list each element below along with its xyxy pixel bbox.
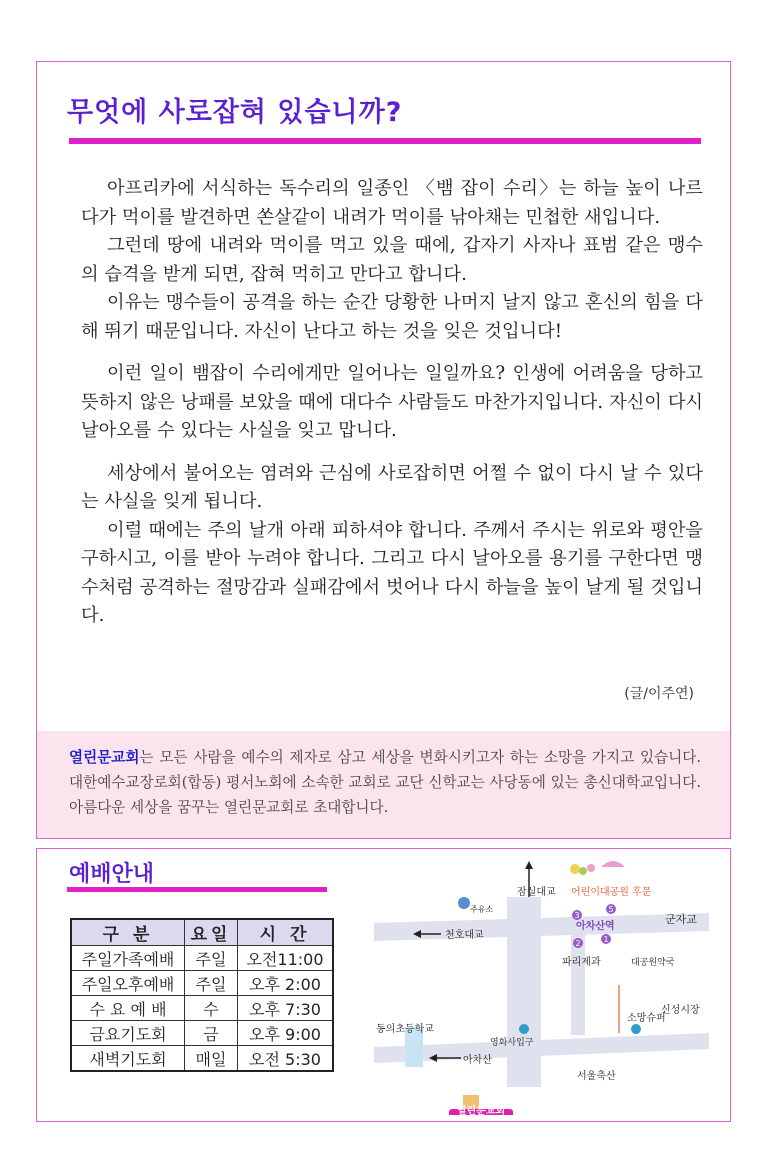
table-row — [71, 1046, 333, 1072]
label-school: 동의초등학교 — [376, 1024, 434, 1035]
church-intro-body: 는 모든 사람을 예수의 제자로 삼고 세상을 변화시키고자 하는 소망을 가지고 있습니다. 대한예수교장로회(합동) 평서노회에 소속한 교회로 교단 신학교는 사당동에 있는 총신대학교입니다. 아름다운 세상을 꿈꾸는 열린문교회로 초대합니다. — [69, 749, 701, 816]
church-name: 열린문교회 — [69, 749, 140, 766]
article-box — [36, 61, 731, 839]
table-row — [71, 1021, 333, 1046]
label-achasan-station: 아차산역 — [576, 921, 615, 932]
label-paris: 파리제과 — [562, 957, 601, 968]
flower-icon — [587, 864, 595, 872]
arrow-head-icon — [525, 861, 533, 869]
byline: (글/이주연) — [624, 686, 694, 702]
lower-road — [374, 1033, 709, 1063]
worship-title: 예배안내 — [69, 862, 155, 887]
church-intro-band — [37, 731, 730, 838]
label-cheonho: 천호대교 — [445, 930, 484, 941]
label-pharmacy: 대공원약국 — [631, 958, 675, 968]
church-intro-text — [69, 745, 701, 820]
worship-underline — [67, 887, 327, 892]
service-day: 주일 — [185, 946, 238, 971]
service-day: 수 — [185, 996, 238, 1021]
worship-schedule-table — [70, 918, 334, 1072]
table-row — [71, 996, 333, 1021]
service-name: 금요기도회 — [71, 1021, 185, 1046]
service-time: 오후 2:00 — [238, 971, 334, 996]
paragraph: 이럴 때에는 주의 날개 아래 피하셔야 합니다. 주께서 주시는 위로와 평안을 구하시고, 이를 받아 누려야 합니다. 그리고 다시 날아오를 용기를 구한다면 맹수처럼 공격하는 절망감과 실패감에서 벗어나 다시 하늘을 높이 날게 될 것입니다. — [81, 519, 703, 626]
flower-icon — [579, 867, 587, 875]
header-time: 시 간 — [238, 919, 334, 946]
service-time: 오후 9:00 — [238, 1021, 334, 1046]
label-gunja: 군자교 — [665, 913, 697, 926]
label-yeonghwa: 영화사입구 — [490, 1038, 534, 1048]
service-name: 새벽기도회 — [71, 1046, 185, 1072]
label-jamsil: 잠실대교 — [517, 887, 556, 898]
exit-number: 2 — [575, 939, 581, 948]
article-body — [81, 175, 703, 631]
paragraph: 그런데 땅에 내려와 먹이를 먹고 있을 때에, 갑자기 사자나 표범 같은 맹수의 습격을 받게 되면, 잡혀 먹히고 만다고 합니다. — [81, 235, 703, 285]
header-category: 구 분 — [71, 919, 185, 946]
table-header-row — [71, 919, 333, 946]
church-badge-label: 열린문교회 — [456, 1106, 506, 1117]
service-day: 매일 — [185, 1046, 238, 1072]
label-park: 어린이대공원 후문 — [571, 887, 652, 898]
service-day: 주일 — [185, 971, 238, 996]
paragraph: 이런 일이 뱀잡이 수리에게만 일어나는 일일까요? 인생에 어려움을 당하고 뜻하지 않은 낭패를 보았을 때에 대다수 사람들도 마찬가지입니다. 자신이 다시 날아오를 수 있다는 사실을 잊고 맙니다. — [81, 363, 703, 441]
table-row — [71, 971, 333, 996]
service-time: 오전11:00 — [238, 946, 334, 971]
main-road — [374, 913, 709, 941]
bus-stop-icon — [519, 1024, 529, 1034]
bus-stop-icon — [631, 1024, 641, 1034]
location-map — [369, 857, 714, 1115]
service-name: 주일가족예배 — [71, 946, 185, 971]
exit-number: 3 — [574, 911, 580, 920]
exit-number: 5 — [608, 905, 614, 914]
flower-icon — [570, 864, 580, 874]
label-somang: 소망슈퍼 — [627, 1013, 666, 1024]
service-day: 금 — [185, 1021, 238, 1046]
gas-station-icon — [458, 897, 470, 909]
paragraph: 세상에서 불어오는 염려와 근심에 사로잡히면 어쩔 수 없이 다시 날 수 있다는 사실을 잊게 됩니다. — [81, 462, 703, 512]
label-achasan: 아차산 — [463, 1055, 492, 1066]
title-underline — [69, 138, 701, 144]
service-time: 오전 5:30 — [238, 1046, 334, 1072]
label-seoul-livestock: 서울축산 — [577, 1071, 616, 1082]
table-row — [71, 946, 333, 971]
header-day: 요일 — [185, 919, 238, 946]
label-gas: 주유소 — [470, 905, 494, 914]
service-time: 오후 7:30 — [238, 996, 334, 1021]
worship-box — [36, 848, 731, 1122]
label-sinseong: 신성시장 — [661, 1005, 700, 1016]
service-name: 수 요 예 배 — [71, 996, 185, 1021]
paragraph: 아프리카에 서식하는 독수리의 일종인 〈뱀 잡이 수리〉는 하늘 높이 나르다가 먹이를 발견하면 쏜살같이 내려가 먹이를 낚아채는 민첩한 새입니다. — [81, 178, 703, 228]
paragraph: 이유는 맹수들이 공격을 하는 순간 당황한 나머지 날지 않고 혼신의 힘을 다해 뛰기 때문입니다. 자신이 난다고 하는 것을 잊은 것입니다! — [81, 292, 703, 342]
umbrella-icon — [601, 861, 625, 867]
service-name: 주일오후예배 — [71, 971, 185, 996]
exit-number: 1 — [603, 935, 609, 944]
article-title: 무엇에 사로잡혀 있습니까? — [67, 97, 403, 128]
vertical-road — [507, 897, 541, 1087]
